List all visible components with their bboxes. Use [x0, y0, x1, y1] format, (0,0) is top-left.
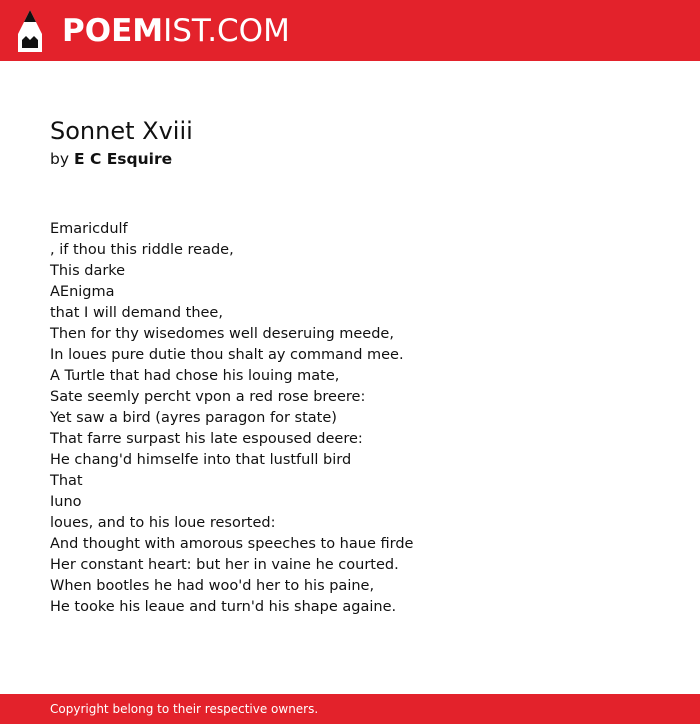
- logo-bold-text: POEM: [62, 13, 164, 49]
- poem-line: A Turtle that had chose his louing mate,: [50, 368, 340, 384]
- by-label: by: [50, 150, 70, 168]
- poem-line: This darke: [50, 263, 126, 279]
- byline: [50, 148, 172, 170]
- poem-line: He chang'd himselfe into that lustfull bird: [50, 452, 352, 468]
- author-name: E C Esquire: [73, 150, 173, 168]
- poem-title: Sonnet Xviii: [50, 117, 193, 145]
- pencil-tip-icon[interactable]: [18, 10, 42, 52]
- poem-line: AEnigma: [50, 284, 115, 300]
- poem-line: When bootles he had woo'd her to his paine,: [50, 578, 375, 594]
- poem-line: that I will demand thee,: [50, 305, 223, 321]
- poem-line: That farre surpast his late espoused deere:: [50, 431, 363, 447]
- poem-line: He tooke his leaue and turn'd his shape againe.: [50, 599, 397, 615]
- site-header: [0, 0, 700, 61]
- logo-light-text: IST.COM: [163, 13, 290, 49]
- poem-line: Yet saw a bird (ayres paragon for state): [50, 410, 337, 426]
- poem-line: , if thou this riddle reade,: [50, 242, 234, 258]
- poem-line: Emaricdulf: [50, 221, 128, 237]
- poem-line: And thought with amorous speeches to haue firde: [50, 536, 414, 552]
- poem-line: Sate seemly percht vpon a red rose breere:: [50, 389, 366, 405]
- poem-line: Her constant heart: but her in vaine he courted.: [50, 557, 399, 573]
- poem-line: That: [50, 473, 83, 489]
- site-footer: [0, 694, 700, 724]
- poem-line: In loues pure dutie thou shalt ay command mee.: [50, 347, 404, 363]
- poem-line: Iuno: [50, 494, 82, 510]
- poem-body: [50, 219, 670, 618]
- poem-line: Then for thy wisedomes well deseruing meede,: [50, 326, 394, 342]
- poem-line: loues, and to his loue resorted:: [50, 515, 276, 531]
- site-logo-link[interactable]: [62, 13, 290, 49]
- copyright-text: Copyright belong to their respective owners.: [50, 702, 319, 716]
